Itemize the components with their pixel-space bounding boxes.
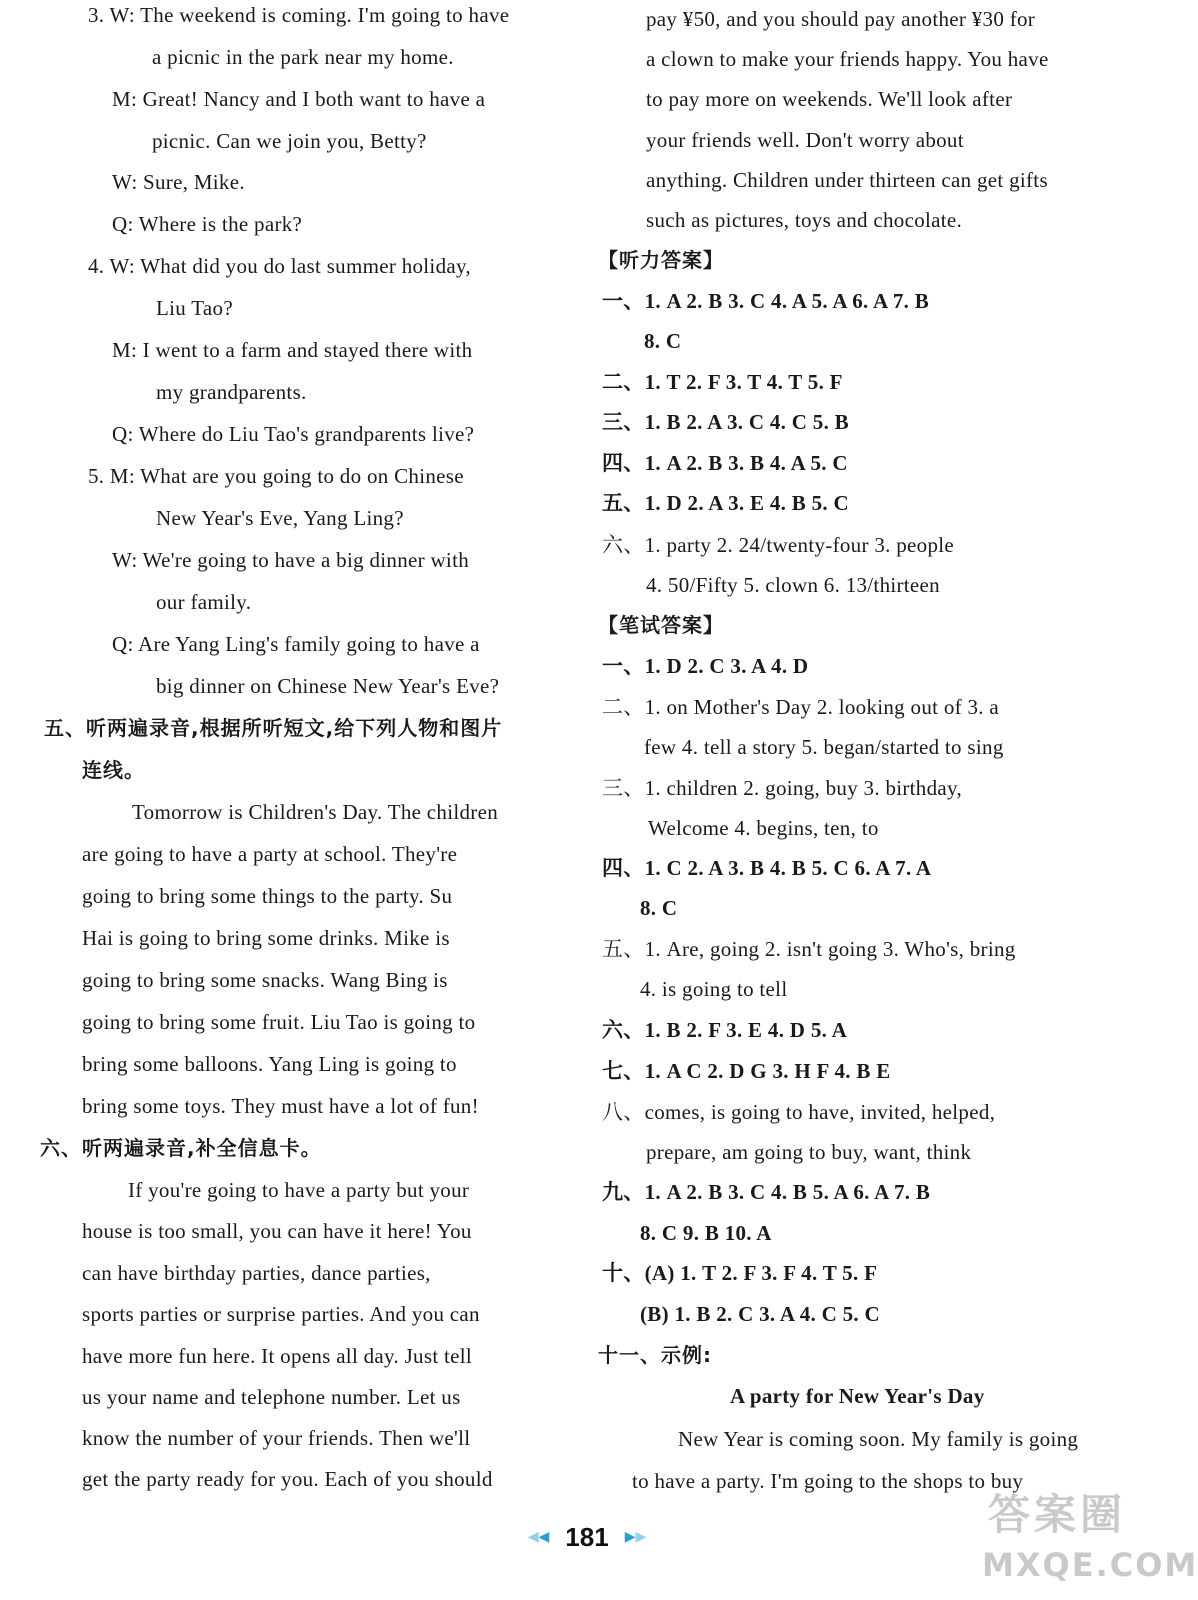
section-heading: 【笔试答案】 <box>598 613 724 637</box>
text-line: Welcome 4. begins, ten, to <box>648 816 879 840</box>
text-line: 四、1. A 2. B 3. B 4. A 5. C <box>602 451 848 475</box>
text-line: prepare, am going to buy, want, think <box>646 1140 972 1164</box>
text-line: 三、1. B 2. A 3. C 4. C 5. B <box>602 410 849 434</box>
text-line: New Year is coming soon. My family is going <box>678 1427 1079 1451</box>
text-line: sports parties or surprise parties. And you can <box>82 1302 480 1326</box>
section-heading: 连线。 <box>82 758 145 782</box>
text-line: 3. W: The weekend is coming. I'm going to have <box>88 3 510 27</box>
text-line: to pay more on weekends. We'll look after <box>646 87 1013 111</box>
text-line: my grandparents. <box>156 380 307 404</box>
section-heading: 十一、示例: <box>598 1343 712 1367</box>
prev-arrow-icon: ◀ <box>527 1530 539 1545</box>
text-line: Q: Where do Liu Tao's grandparents live? <box>112 422 475 446</box>
watermark-text-bottom: MXQE.COM <box>982 1546 1198 1584</box>
text-line: get the party ready for you. Each of you should <box>82 1467 493 1491</box>
text-line: (B) 1. B 2. C 3. A 4. C 5. C <box>640 1302 880 1326</box>
text-line: Q: Are Yang Ling's family going to have a <box>112 632 480 656</box>
text-line: bring some balloons. Yang Ling is going to <box>82 1052 457 1076</box>
section-heading: 【听力答案】 <box>598 248 724 272</box>
text-line: a picnic in the park near my home. <box>152 45 454 69</box>
text-line: to have a party. I'm going to the shops to buy <box>632 1469 1024 1493</box>
text-line: 4. is going to tell <box>640 977 788 1001</box>
text-line: 8. C <box>640 896 678 920</box>
text-line: 八、comes, is going to have, invited, helped, <box>602 1100 996 1124</box>
text-line: going to bring some fruit. Liu Tao is going to <box>82 1010 476 1034</box>
text-line: 一、1. A 2. B 3. C 4. A 5. A 6. A 7. B <box>602 289 930 313</box>
section-heading: 五、听两遍录音,根据所听短文,给下列人物和图片 <box>44 716 503 740</box>
text-line: 四、1. C 2. A 3. B 4. B 5. C 6. A 7. A <box>602 856 932 880</box>
text-line: us your name and telephone number. Let us <box>82 1385 461 1409</box>
text-line: such as pictures, toys and chocolate. <box>646 208 963 232</box>
text-line: 六、1. party 2. 24/twenty-four 3. people <box>602 533 954 557</box>
text-line: bring some toys. They must have a lot of fun! <box>82 1094 479 1118</box>
text-line: Q: Where is the park? <box>112 212 303 236</box>
watermark-logo <box>978 1478 1198 1598</box>
text-line: 8. C <box>644 329 682 353</box>
text-line: Liu Tao? <box>156 296 233 320</box>
text-line: Tomorrow is Children's Day. The children <box>132 800 498 824</box>
text-line: 5. M: What are you going to do on Chinese <box>88 464 464 488</box>
text-line: 4. W: What did you do last summer holiday, <box>88 254 471 278</box>
section-heading: 六、听两遍录音,补全信息卡。 <box>40 1136 322 1160</box>
text-line: If you're going to have a party but your <box>128 1178 470 1202</box>
text-line: house is too small, you can have it here! You <box>82 1219 472 1243</box>
next-arrow-icon-dark: ▶ <box>624 1530 636 1545</box>
text-line: 4. 50/Fifty 5. clown 6. 13/thirteen <box>646 573 940 597</box>
text-line: 8. C 9. B 10. A <box>640 1221 772 1245</box>
watermark-text-top: 答案圈 <box>988 1490 1127 1539</box>
text-line: picnic. Can we join you, Betty? <box>152 129 427 153</box>
text-line: 七、1. A C 2. D G 3. H F 4. B E <box>602 1059 891 1083</box>
text-line: W: Sure, Mike. <box>112 170 245 194</box>
text-line: A party for New Year's Day <box>730 1384 985 1408</box>
text-line: 二、1. on Mother's Day 2. looking out of 3. a <box>602 695 999 719</box>
text-line: know the number of your friends. Then we'll <box>82 1426 471 1450</box>
text-line: M: Great! Nancy and I both want to have a <box>112 87 486 111</box>
text-line: 三、1. children 2. going, buy 3. birthday, <box>602 776 963 800</box>
text-line: our family. <box>156 590 252 614</box>
text-line: 五、1. D 2. A 3. E 4. B 5. C <box>602 491 849 515</box>
text-line: pay ¥50, and you should pay another ¥30 for <box>646 7 1036 31</box>
text-line: can have birthday parties, dance parties, <box>82 1261 431 1285</box>
text-line: going to bring some things to the party. Su <box>82 884 453 908</box>
text-line: 十、(A) 1. T 2. F 3. F 4. T 5. F <box>602 1261 878 1285</box>
text-line: are going to have a party at school. They're <box>82 842 458 866</box>
text-line: your friends well. Don't worry about <box>646 128 964 152</box>
text-line: few 4. tell a story 5. began/started to sing <box>644 735 1004 759</box>
text-line: have more fun here. It opens all day. Just tell <box>82 1344 473 1368</box>
text-line: 二、1. T 2. F 3. T 4. T 5. F <box>602 370 843 394</box>
text-line: New Year's Eve, Yang Ling? <box>156 506 404 530</box>
text-line: going to bring some snacks. Wang Bing is <box>82 968 448 992</box>
text-line: 一、1. D 2. C 3. A 4. D <box>602 654 809 678</box>
page-number: 181 <box>565 1522 609 1552</box>
text-line: big dinner on Chinese New Year's Eve? <box>156 674 500 698</box>
text-line: anything. Children under thirteen can get gifts <box>646 168 1048 192</box>
text-line: M: I went to a farm and stayed there with <box>112 338 473 362</box>
next-arrow-icon: ▶ <box>635 1530 647 1545</box>
text-line: a clown to make your friends happy. You have <box>646 47 1049 71</box>
text-line: 九、1. A 2. B 3. C 4. B 5. A 6. A 7. B <box>602 1180 931 1204</box>
text-line: 六、1. B 2. F 3. E 4. D 5. A <box>602 1018 848 1042</box>
prev-arrow-icon-dark: ◀ <box>538 1530 550 1545</box>
text-line: W: We're going to have a big dinner with <box>112 548 470 572</box>
text-line: 五、1. Are, going 2. isn't going 3. Who's, bring <box>602 937 1016 961</box>
text-line: Hai is going to bring some drinks. Mike is <box>82 926 450 950</box>
